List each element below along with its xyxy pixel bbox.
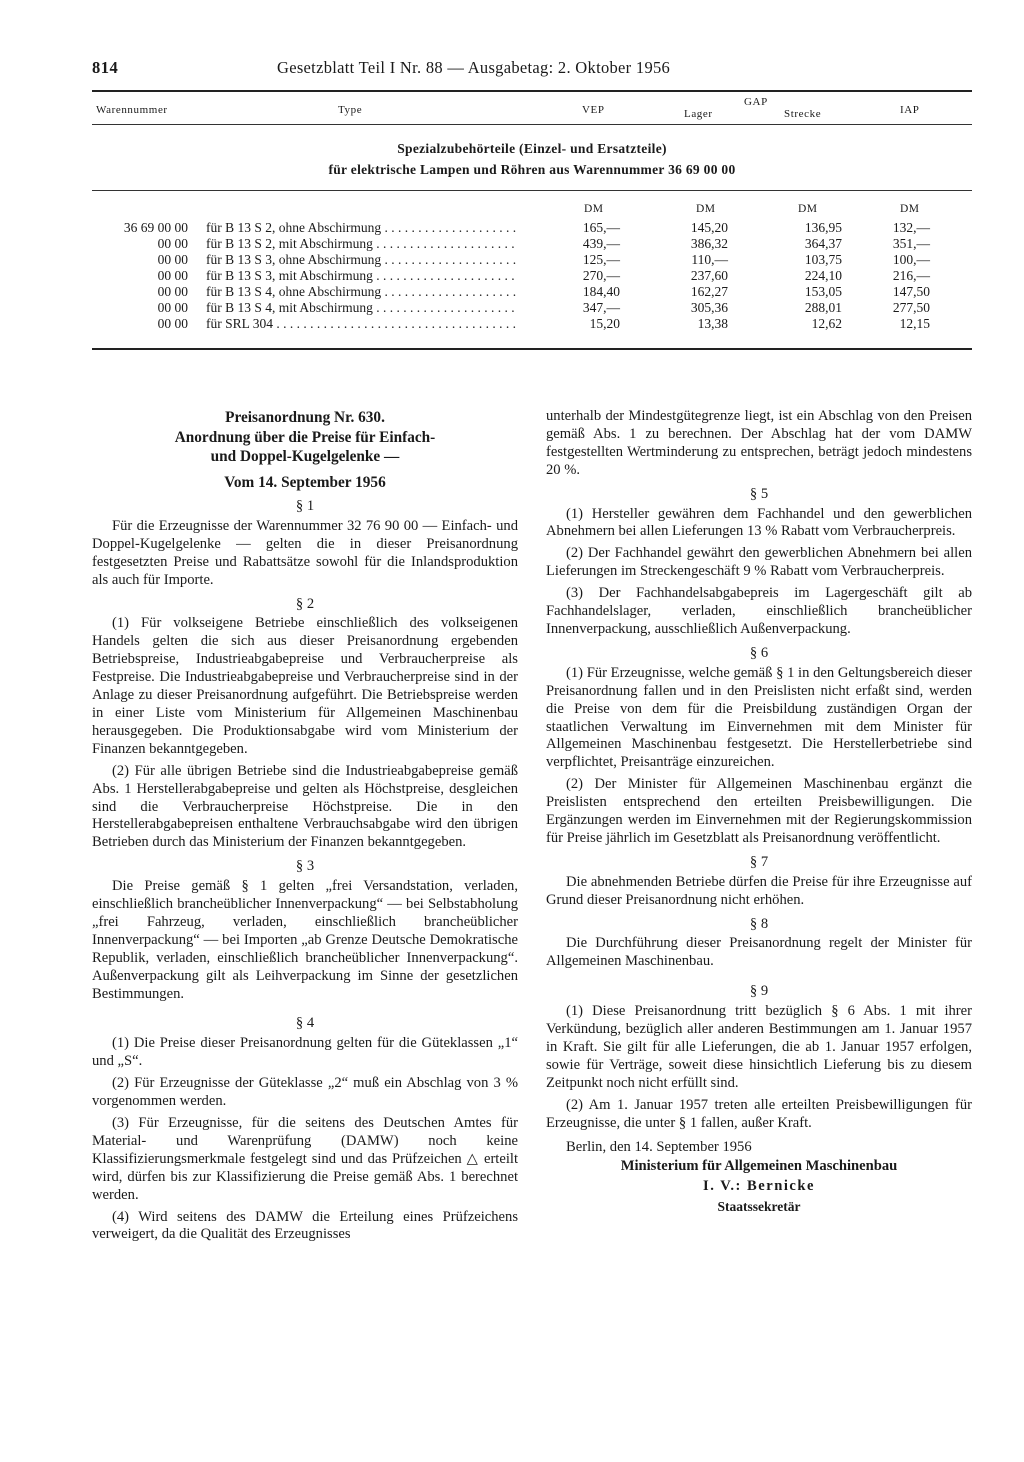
row-warennummer: 00 00 bbox=[157, 236, 188, 251]
section-4-para-4: (4) Wird seitens des DAMW die Erteilung eines Prüfzeichens verweigert, da die Qualität des Erzeugnisses bbox=[92, 1208, 518, 1243]
table-row bbox=[92, 252, 972, 268]
section-2-heading: § 2 bbox=[295, 595, 315, 612]
row-iap: 147,50 bbox=[892, 284, 930, 299]
section-9-para-1: (1) Diese Preisanordnung tritt bezüglich § 6 Abs. 1 mit ihrer Verkündung, bezüglich aller anderen Bestimmungen am 1. Januar 1957 in Kraft. Sie gilt für alle Lieferungen, die ab 1. Januar 1957 erfolgen, sowie für Verträge, soweit diese hinsichtlich Lieferung bis zu diesem Zeitpunkt noch nicht erfüllt sind. bbox=[546, 1003, 972, 1091]
row-warennummer: 00 00 bbox=[157, 284, 188, 299]
signatory: I. V.: Bernicke bbox=[703, 1178, 815, 1195]
section-5-heading: § 5 bbox=[749, 485, 769, 502]
row-vep: 270,— bbox=[582, 268, 620, 283]
row-warennummer: 00 00 bbox=[157, 316, 188, 331]
section-6-heading: § 6 bbox=[749, 644, 769, 661]
row-vep: 15,20 bbox=[589, 316, 620, 331]
ordinance-date: Vom 14. September 1956 bbox=[224, 473, 386, 491]
table-row bbox=[92, 284, 972, 300]
page-header bbox=[92, 58, 972, 84]
section-3-text: Die Preise gemäß § 1 gelten „frei Versandstation, verladen, einschließlich brancheüblicher Innenverpackung“ — bei Selbstabholung „frei Fahrzeug, verladen, einschließlich brancheüblicher Innenverpackung“ — bei Importen „ab Grenze Deutsche Demokratische Republik, verladen, einschließlich brancheüblicher Innenverpackung“. Außenverpackung gilt als Leihverpackung im Sinne der gesetzlichen Bestimmungen. bbox=[92, 878, 518, 1002]
row-vep: 125,— bbox=[582, 252, 620, 267]
row-type: für B 13 S 4, mit Abschirmung . . . bbox=[206, 300, 518, 316]
row-iap: 216,— bbox=[892, 268, 930, 283]
right-column bbox=[546, 408, 972, 1244]
section-6-para-2: (2) Der Minister für Allgemeinen Maschinenbau ergänzt die Preislisten entsprechend den erteilten Preisbewilligungen. Die Ergänzungen werden im Einvernehmen mit der Regierungskommission für Preise jährlich im Gesetzblatt als Preisanordnung veröffentlicht. bbox=[546, 776, 972, 846]
section-5-para-1: (1) Hersteller gewähren dem Fachhandel und den gewerblichen Abnehmern bei allen Lieferungen 13 % Rabatt vom Verbraucherpreis. bbox=[546, 505, 972, 540]
row-vep: 439,— bbox=[582, 236, 620, 251]
row-type: für B 13 S 2, ohne Abschirmung . . . bbox=[206, 220, 518, 236]
row-lager: 162,27 bbox=[690, 284, 728, 299]
section-9-para-2: (2) Am 1. Januar 1957 treten alle erteilten Preisbewilligungen für Erzeugnisse, die unter § 1 fallen, außer Kraft. bbox=[546, 1096, 972, 1131]
currency-iap: DM bbox=[900, 203, 920, 215]
section-5-para-3: (3) Der Fachhandelsabgabepreis im Lagergeschäft gilt ab Fachhandelslager, verladen, einschließlich brancheüblicher Innenverpackung, ausschließlich Außenverpackung. bbox=[546, 585, 972, 637]
row-lager: 237,60 bbox=[690, 268, 728, 283]
page-number: 814 bbox=[92, 58, 119, 77]
left-column bbox=[92, 408, 518, 1244]
row-iap: 351,— bbox=[892, 236, 930, 251]
section-6-para-1: (1) Für Erzeugnisse, welche gemäß § 1 in den Geltungsbereich dieser Preisanordnung fallen und in den Preislisten nicht erfaßt sind, werden die Preise von dem für die Preisbildung zuständigen Organ der staatlichen Verwaltung im Einvernehmen mit dem Minister für Allgemeinen Maschinenbau festgesetzt. Die Herstellerbetriebe sind verpflichtet, Preisanträge einzureichen. bbox=[546, 664, 972, 771]
table-row bbox=[92, 316, 972, 332]
section-title-line1: Spezialzubehörteile (Einzel- und Ersatzteile) bbox=[397, 141, 667, 156]
col-gap: GAP bbox=[744, 96, 768, 108]
table-row bbox=[92, 236, 972, 252]
section-4-para-4-continued: unterhalb der Mindestgütegrenze liegt, ist ein Abschlag von den Preisen gemäß Abs. 1 zu berechnen. Der Abschlag hat der vom DAMW festgestellten Wertminderung zu entsprechen, beträgt jedoch mindestens 20 %. bbox=[546, 408, 972, 478]
row-vep: 165,— bbox=[582, 220, 620, 235]
col-iap: IAP bbox=[900, 104, 920, 116]
ordinance-title-line2: und Doppel-Kugelgelenke — bbox=[210, 448, 400, 465]
row-iap: 12,15 bbox=[899, 316, 930, 331]
col-lager: Lager bbox=[684, 108, 713, 120]
row-strecke: 136,95 bbox=[804, 220, 842, 235]
signatory-role: Staatssekretär bbox=[717, 1199, 801, 1215]
row-strecke: 288,01 bbox=[804, 300, 842, 315]
row-warennummer: 00 00 bbox=[157, 268, 188, 283]
row-iap: 100,— bbox=[892, 252, 930, 267]
gazette-title: Gesetzblatt Teil I Nr. 88 — Ausgabetag: 2. Oktober 1956 bbox=[277, 58, 671, 77]
ordinance-title-line1: Anordnung über die Preise für Einfach- bbox=[174, 428, 436, 446]
price-table bbox=[92, 220, 972, 332]
row-type: für SRL 304 . . . bbox=[206, 316, 518, 332]
table-row bbox=[92, 268, 972, 284]
section-4-para-1: (1) Die Preise dieser Preisanordnung gelten für die Güteklassen „1“ und „S“. bbox=[92, 1035, 518, 1070]
row-warennummer: 00 00 bbox=[157, 252, 188, 267]
table-row bbox=[92, 220, 972, 236]
currency-row bbox=[92, 191, 972, 217]
section-4-para-3: (3) Für Erzeugnisse, für die seitens des Deutschen Amtes für Material- und Warenprüfung (DAMW) noch keine Klassifizierungsmerkmale festgelegt sind und das Prüfzeichen △ erteilt wird, dürfen bis zur Klassifizierung die Preise gemäß Abs. 1 berechnet werden. bbox=[92, 1115, 518, 1203]
section-5-para-2: (2) Der Fachhandel gewährt den gewerblichen Abnehmern bei allen Lieferungen im Streckengeschäft 9 % Rabatt vom Verbraucherpreis. bbox=[546, 545, 972, 580]
col-vep: VEP bbox=[582, 104, 605, 116]
section-8-text: Die Durchführung dieser Preisanordnung regelt der Minister für Allgemeinen Maschinenbau. bbox=[546, 935, 972, 970]
section-1-text: Für die Erzeugnisse der Warennummer 32 76 90 00 — Einfach- und Doppel-Kugelgelenke — gelten die in dieser Preisanordnung festgesetzten Preise und Rabattsätze sowohl für die Inlandsproduktion als auch für Importe. bbox=[92, 517, 518, 588]
section-7-text: Die abnehmenden Betriebe dürfen die Preise für ihre Erzeugnisse auf Grund dieser Preisanordnung nicht erhöhen. bbox=[546, 873, 972, 908]
row-iap: 277,50 bbox=[892, 300, 930, 315]
row-strecke: 153,05 bbox=[804, 284, 842, 299]
section-4-heading: § 4 bbox=[295, 1015, 315, 1032]
text-columns bbox=[92, 408, 972, 1244]
row-lager: 110,— bbox=[691, 252, 728, 267]
section-8-heading: § 8 bbox=[749, 915, 769, 932]
row-strecke: 103,75 bbox=[804, 252, 842, 267]
section-4-para-2: (2) Für Erzeugnisse der Güteklasse „2“ muß ein Abschlag von 3 % vorgenommen werden. bbox=[92, 1075, 518, 1110]
place-and-date: Berlin, den 14. September 1956 bbox=[566, 1138, 752, 1155]
table-head bbox=[92, 92, 972, 124]
row-strecke: 224,10 bbox=[804, 268, 842, 283]
currency-strecke: DM bbox=[798, 203, 818, 215]
row-type: für B 13 S 4, ohne Abschirmung . . . bbox=[206, 284, 518, 300]
col-strecke: Strecke bbox=[784, 108, 822, 120]
section-7-heading: § 7 bbox=[749, 853, 769, 870]
row-type: für B 13 S 3, mit Abschirmung . . . bbox=[206, 268, 518, 284]
table-bottom-rule bbox=[92, 348, 972, 350]
table-section-title bbox=[92, 125, 972, 190]
row-vep: 184,40 bbox=[582, 284, 620, 299]
row-type: für B 13 S 2, mit Abschirmung . . . bbox=[206, 236, 518, 252]
currency-lager: DM bbox=[696, 203, 716, 215]
row-iap: 132,— bbox=[892, 220, 930, 235]
col-type: Type bbox=[338, 104, 363, 116]
row-lager: 305,36 bbox=[690, 300, 728, 315]
ordinance-number: Preisanordnung Nr. 630. bbox=[225, 409, 385, 426]
row-lager: 145,20 bbox=[690, 220, 728, 235]
section-3-heading: § 3 bbox=[295, 858, 315, 875]
row-warennummer: 36 69 00 00 bbox=[123, 220, 188, 235]
row-type: für B 13 S 3, ohne Abschirmung . . . bbox=[206, 252, 518, 268]
section-title-line2: für elektrische Lampen und Röhren aus Warennummer 36 69 00 00 bbox=[328, 162, 736, 177]
section-9-heading: § 9 bbox=[749, 983, 769, 1000]
section-1-heading: § 1 bbox=[295, 498, 315, 514]
row-warennummer: 00 00 bbox=[157, 300, 188, 315]
row-strecke: 12,62 bbox=[811, 316, 842, 331]
row-lager: 386,32 bbox=[690, 236, 728, 251]
row-vep: 347,— bbox=[582, 300, 620, 315]
ministry-name: Ministerium für Allgemeinen Maschinenbau bbox=[620, 1158, 898, 1175]
currency-vep: DM bbox=[584, 203, 604, 215]
section-2-para-2: (2) Für alle übrigen Betriebe sind die Industrieabgabepreise gemäß Abs. 1 Herstellerabgabepreise und gelten als Höchstpreise, desgleichen sind die Verbraucherpreise Höchstpreise. Die in den Herstellerabgabepreisen enthaltene Verbrauchsabgabe wird den übrigen Betrieben durch das Ministerium der Finanzen bekanntgegeben. bbox=[92, 762, 518, 851]
row-strecke: 364,37 bbox=[804, 236, 842, 251]
section-2-para-1: (1) Für volkseigene Betriebe einschließlich des volkseigenen Handels gelten die sich aus dieser Preisanordnung ergebenden Betriebspreise, Industrieabgabepreise und Verbraucherpreise als Festpreise. Die Industrieabgabepreise und Verbraucherpreise sind in der Anlage zu dieser Preisanordnung aufgeführt. Die Betriebspreise werden in einer Liste vom Ministerium für Allgemeinen Maschinenbau herausgegeben. Die Produktionsabgabe wird vom Ministerium der Finanzen bekanntgegeben. bbox=[92, 615, 518, 757]
gazette-page bbox=[92, 58, 972, 350]
row-lager: 13,38 bbox=[697, 316, 728, 331]
col-warennummer: Warennummer bbox=[96, 104, 168, 116]
table-row bbox=[92, 300, 972, 316]
